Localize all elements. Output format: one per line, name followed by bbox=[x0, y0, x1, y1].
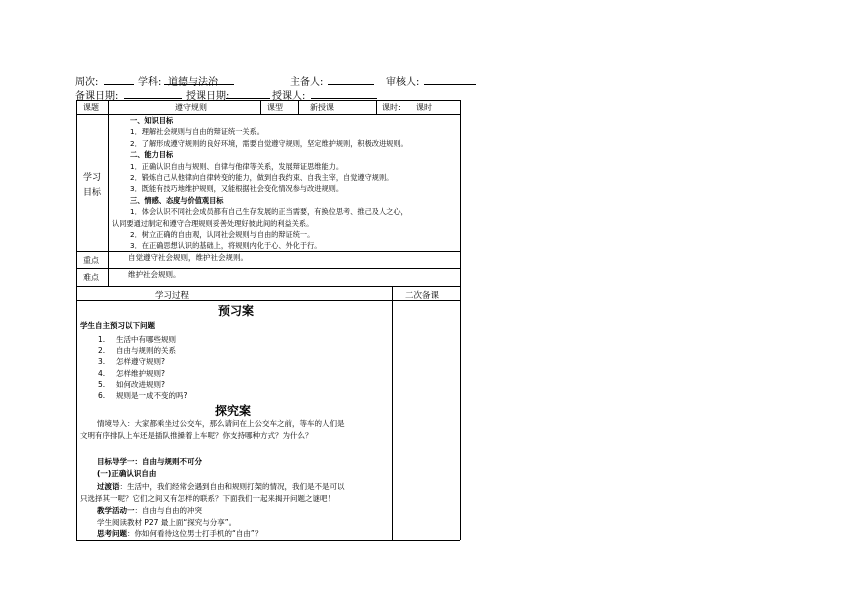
think-line: 思考问题：你如何看待这位男士打手机的“自由”？ bbox=[97, 529, 263, 538]
goals-label-1: 学习 bbox=[83, 173, 102, 183]
list-item: 4. 怎样维护规则? bbox=[98, 368, 165, 378]
second-prep-label: 二次备课 bbox=[405, 291, 440, 301]
subject-label: 学科: bbox=[138, 77, 162, 88]
goals-label-2: 目标 bbox=[83, 188, 102, 198]
tanjiu-title: 探究案 bbox=[215, 404, 252, 418]
yuxi-title: 预习案 bbox=[218, 304, 255, 318]
target-1: 目标导学一：自由与规则不可分 bbox=[97, 457, 202, 466]
keshi-value: 课时 bbox=[416, 103, 432, 112]
process-label: 学习过程 bbox=[155, 291, 190, 301]
goal-line: 2．锻炼自己从他律向自律转变的能力，做到自我约束、自我主宰，自觉遵守规则。 bbox=[130, 173, 394, 183]
goal-line: 3．既能有技巧地维护规则，又能根据社会变化情况参与改进规则。 bbox=[130, 184, 344, 194]
intro-line-1: 情境导入：大家都乘坐过公交车，那么请问在上公交车之前，等车的人们是 bbox=[97, 419, 345, 428]
activity-line: 教学活动一：自由与自由的冲突 bbox=[97, 506, 202, 515]
question-list bbox=[98, 334, 187, 401]
goal-line: 三、情感、态度与价值观目标 bbox=[130, 195, 224, 205]
list-item: 3. 怎样遵守规则? bbox=[98, 357, 165, 367]
prep-date-field[interactable] bbox=[124, 87, 182, 99]
list-item: 6. 规则是一成不变的吗? bbox=[98, 391, 188, 401]
kexing-label: 课型 bbox=[267, 103, 283, 112]
learning-goals bbox=[112, 115, 456, 252]
teacher-label: 授课人: bbox=[272, 91, 306, 102]
main-preparer-field[interactable] bbox=[328, 73, 374, 85]
goal-line: 认同要通过制定和遵守合理规则妥善处理好彼此间的利益关系。 bbox=[112, 218, 314, 228]
reviewer-field[interactable] bbox=[424, 73, 476, 85]
guodu-line-2: 只选择其一呢？它们之间又有怎样的联系？下面我们一起来揭开问题之谜吧！ bbox=[80, 494, 335, 503]
goal-line: 1．理解社会规则与自由的辩证统一关系。 bbox=[130, 127, 264, 137]
keti-label: 课题 bbox=[83, 103, 99, 112]
subject-field: 道德与法治 bbox=[164, 73, 234, 85]
nandian-value: 维护社会规则。 bbox=[128, 270, 181, 279]
sub-target-1: (一)正确认识自由 bbox=[97, 469, 157, 478]
main-preparer-label: 主备人: bbox=[290, 77, 324, 88]
goal-line: 2．树立正确的自由观，认同社会规则与自由的辩证统一。 bbox=[130, 230, 315, 240]
intro-line-2: 文明有序排队上车还是插队推搡着上车呢？你支持哪种方式？为什么？ bbox=[80, 431, 313, 440]
goal-line: 3．在正确思想认识的基础上，将规则内化于心、外化于行。 bbox=[130, 241, 322, 251]
goal-line: 1．体会认识不同社会成员都有自己生存发展的正当需要，有换位思考、推己及人之心， bbox=[130, 207, 408, 217]
list-item: 5. 如何改进规则? bbox=[98, 379, 165, 389]
keti-value: 遵守规则 bbox=[175, 103, 207, 112]
week-label: 周次: bbox=[75, 77, 99, 88]
reviewer-label: 审核人: bbox=[386, 77, 420, 88]
week-field[interactable] bbox=[104, 73, 134, 85]
keshi-label: 课时: bbox=[382, 103, 401, 112]
zhongdian-value: 自觉遵守社会规则，维护社会规则。 bbox=[128, 253, 248, 262]
list-item: 1. 生活中有哪些规则 bbox=[98, 335, 176, 344]
guodu-line-1: 过渡语：生活中，我们经常会遇到自由和规则打架的情况，我们是不是可以 bbox=[97, 482, 345, 491]
teach-date-label: 授课日期: bbox=[186, 91, 230, 102]
teach-date-field[interactable] bbox=[226, 87, 270, 99]
read-line: 学生阅读教材 P27 最上面“探究与分享”。 bbox=[97, 518, 237, 527]
goal-line: 一、知识目标 bbox=[130, 116, 174, 125]
zhongdian-label: 重点 bbox=[83, 256, 99, 265]
kexing-value: 新授课 bbox=[310, 103, 334, 112]
yuxi-subtitle: 学生自主预习以下问题 bbox=[80, 321, 155, 330]
teacher-field[interactable] bbox=[311, 87, 377, 99]
nandian-label: 难点 bbox=[83, 273, 99, 282]
goal-line: 2．了解形成遵守规则的良好环境，需要自觉遵守规则，坚定维护规则，积极改进规则。 bbox=[130, 138, 408, 148]
goal-line: 二、能力目标 bbox=[130, 150, 174, 160]
list-item: 2. 自由与规则的关系 bbox=[98, 346, 176, 356]
prep-date-label: 备课日期: bbox=[75, 91, 119, 102]
goal-line: 1．正确认识自由与规则、自律与他律等关系，发展辩证思维能力。 bbox=[130, 161, 344, 171]
